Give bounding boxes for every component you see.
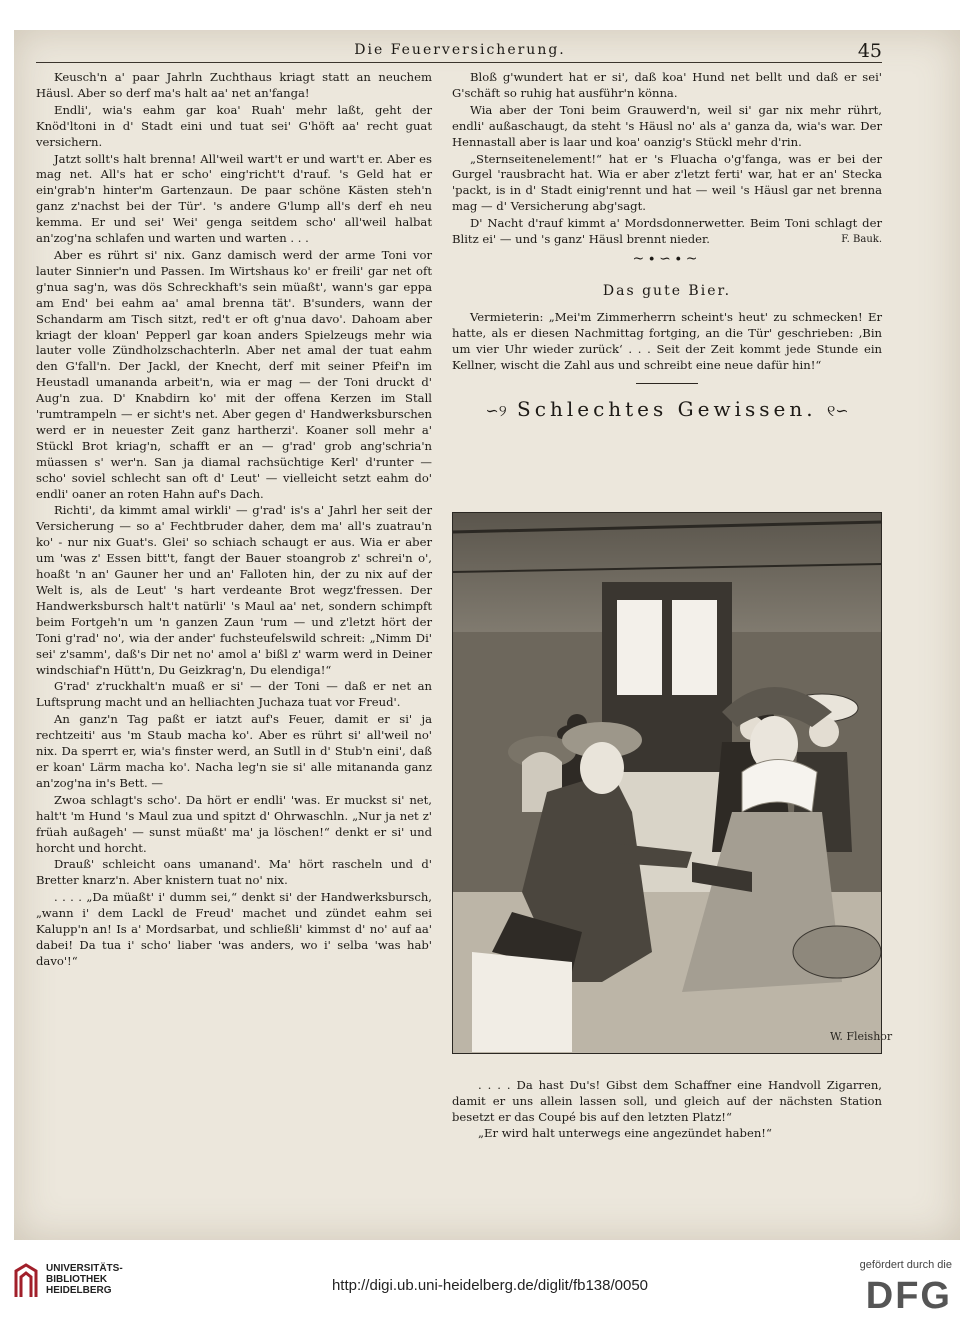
section-rule [636, 383, 698, 384]
cartoon-title: Schlechtes Gewissen. [517, 397, 817, 422]
illustration-caption [452, 1078, 882, 1142]
library-name-line: UNIVERSITÄTS- [46, 1263, 123, 1274]
paragraph: Keusch'n a' paar Jahrln Zuchthaus kriagt statt an neuchem Häusl. Aber so derf ma's halt aa' net an'fanga! [36, 70, 432, 100]
illustration-artist-signature: W. Fleishor [830, 1030, 893, 1043]
page-number: 45 [857, 40, 882, 62]
paragraph: Jatzt sollt's halt brenna! All'weil wart't er und wart't er. Aber es mag net. All's hat er scho' eing'richt't d'rauf. 's Geld hat er ein'grab'n hinter'm Gartenzaun. De paar schöne Kästen steh'n ganz z'nachst bei der Tür'. 's andere G'lump all's derf eh neu kemma. Er und sei' Wei' genga seitdem scho' all'weil halbat an'zog'na schlafen und warten und warten . . . [36, 151, 432, 246]
paragraph [452, 216, 882, 248]
paragraph: Aber es rührt si' nix. Ganz damisch werd der arme Toni vor lauter Sinnier'n und Passen. Im Wirtshaus ko' er freili' gar net oft g'nua sag'n, was dös Schreckhaft's sein müaßt', wann's gar eppa am End' bei eahm aa' amal brenna tät'. B'sunders, wann der Schandarm am Tisch sitzt, red't er oft g'nua davo'. Dahoam aber kriagt der kloan' Pepperl gar koan anders Spielzeugs mehr wia lauter volle Zündholzschachterln. Aber net amal der tuat eahm den G'fall'n. Der Jackl, der Knecht, derf mit seiner Pfeif'n im Heustadl umananda arbeit'n, wia er mag — der Toni druckt d' Aug'n zua. D' Knabdirn ko' mit der offena Kerzen im Stall 'rumtrampeln — er sicht's net. Aber gegen d' Handwerksburschen werd er in neuester Zeit ganz hartherzi'. Koaner soll mehr a' Stückl Brot kriag'n, schafft er an — g'rad' grob ang'schria'n müassen s' wer'n. San ja diamal rachsüchtige Kerl' d'runter — scho' soviel schlecht san oft d' Leut' — vielleicht setzt eahm do' endli' oaner an roten Hahn auf's Dach. [36, 247, 432, 501]
cartoon-title-block [452, 397, 882, 422]
library-name [46, 1263, 123, 1296]
paragraph: Bloß g'wundert hat er si', daß koa' Hund net bellt und daß er sei' G'schäft so ruhig hat ausführ'n könna. [452, 70, 882, 100]
caption-line: „Er wird halt unterwegs eine angezündet haben!“ [478, 1125, 772, 1140]
library-name-line: BIBLIOTHEK [46, 1274, 108, 1285]
left-column [36, 70, 432, 971]
flourish-left-icon: ∽୨ [485, 401, 507, 421]
author-signature: F. Bauk. [841, 234, 882, 246]
railway-compartment-illustration [452, 512, 893, 1054]
university-library-logo[interactable] [12, 1261, 172, 1307]
library-logo-icon [12, 1261, 40, 1301]
paragraph: Richti', da kimmt amal wirkli' — g'rad' is's a' Jahrl her seit der Versicherung — so a' Fechtbruder daher, dem ma' all's zuatrau'n ko' - nur nix Guat's. Glei' so schiach schaugt er aus. Wia er aber um 'was z' Essen bitt't, fangt der Bauer stoangrob z' schrei'n o', hoaßt 'n an' Gauner her und an' Falloten hin, der zu nix auf der Welt is, als de Leut' 's hart verdeante Brot wegz'fressen. Der Handwerksbursch halt't natürli' 's Maul aa' net, sondern schimpft beim Fortgeh'n um 'n ganzen Zaun 'rum — und z'letzt hört der Toni g'rad' no', wia der ander' fuchsteufelswild schreit: „Nimm Di' sei' z'samm', daß's Dir net no' amol a' bißl z' warm werd in Deiner windschiaf'n Hütt'n, Du Geizkrag'n, Du elendiga!“ [36, 503, 432, 677]
permalink-url[interactable]: http://digi.ub.uni-heidelberg.de/diglit/fb138/0050 [331, 1277, 649, 1294]
anecdote-title: Das gute Bier. [602, 282, 732, 299]
caption-line: . . . . Da hast Du's! Gibst dem Schaffner eine Handvoll Zigarren, damit er uns allein lassen soll, und gleich auf der nächsten Station besetzt er das Coupé bis auf den letzten Platz!“ [452, 1078, 882, 1124]
ornament-divider: ~∙∽∙~ [632, 250, 702, 267]
dfg-logo[interactable]: DFG [865, 1275, 952, 1317]
viewer-footer [0, 1241, 966, 1321]
library-name-line: HEIDELBERG [46, 1285, 112, 1296]
funded-by-label: gefördert durch die [859, 1259, 952, 1271]
right-column [452, 70, 882, 441]
paragraph: Zwoa schlagt's scho'. Da hört er endli' 'was. Er muckst si' net, halt't 'm Hund 's Maul zua und spitzt d' Ohrwaschln. „Nur ja net z' früah außageh' — sunst müaßt' ma' ja löschen!“ denkt er si' und horcht und horcht. [36, 792, 432, 855]
running-head: Die Feuerversicherung. [354, 42, 566, 58]
flourish-right-icon: ୧∽ [826, 401, 849, 421]
paragraph-text: D' Nacht d'rauf kimmt a' Mordsdonnerwetter. Beim Toni schlagt der Blitz ei' — und 's ganz' Häusl brennt nieder. [452, 216, 882, 247]
anecdote-text: Vermieterin: „Mei'm Zimmerherrn scheint's heut' zu schmecken! Er hatte, als er diesen Nachmittag fortging, an die Tür' geschrieben: ‚Bin um vier Uhr wieder zurück‘ . . . Seit der Zeit kommt jede Stunde ein Kellner, wischt die Zahl aus und schreibt eine neue dafür hin!“ [452, 309, 882, 372]
paragraph: „Sternseitenelement!“ hat er 's Fluacha o'g'fanga, was er bei der Gurgel 'rausbracht hat. Wia er aber z'letzt ferti' war, hat er an' Stecka 'packt, is in d' Stadt einig'rennt und hat — weil 's Häusl gar net brenna mag — d' Versicherung abg'sagt. [452, 151, 882, 214]
paragraph: Endli', wia's eahm gar koa' Ruah' mehr laßt, geht der Knöd'ltoni in d' Stadt eini und tuat sei' G'höft aa' recht guat versichern. [36, 102, 432, 149]
paragraph: Drauß' schleicht oans umanand'. Ma' hört rascheln und d' Bretter knarz'n. Aber knistern tuat no' nix. [36, 857, 432, 888]
paragraph: An ganz'n Tag paßt er iatzt auf's Feuer, damit er si' ja rechtzeiti' aus 'm Staub macha ko'. Aber es rührt si' all'weil no' nix. Da sperrt er, wia's finster werd, an Sutll in d' Stub'n eini', daß er koan' Lärm macha ko'. Nacha leg'n sie si' alle mitananda ganz an'zog'na in's Bett. — [36, 712, 432, 790]
paragraph: Wia aber der Toni beim Grauwerd'n, weil si' gar nix mehr rührt, endli' außaschaugt, da steht 's Häusl no' als a' ganza da, wia's war. Der Hennastall aber is laar und koa' oanzig's Stückl mehr d'rin. [452, 102, 882, 149]
header-rule [36, 62, 882, 63]
paragraph: G'rad' z'ruckhalt'n muaß er si' — der Toni — daß er net an Luftsprung macht und an helliachten Juchaza tuat vor Freud'. [36, 679, 432, 710]
paragraph: . . . . „Da müaßt' i' dumm sei,“ denkt si' der Handwerksbursch, „wann i' dem Lackl de Freud' machet und zündet eahm sei Kalupp'n an! Is a' Mordsarbat, und schließli' kimmst d' no' auf aa' dabei! Da tua i' scho' liaber 'was anders, wo i' selba 'was hab' davo'!“ [36, 890, 432, 968]
